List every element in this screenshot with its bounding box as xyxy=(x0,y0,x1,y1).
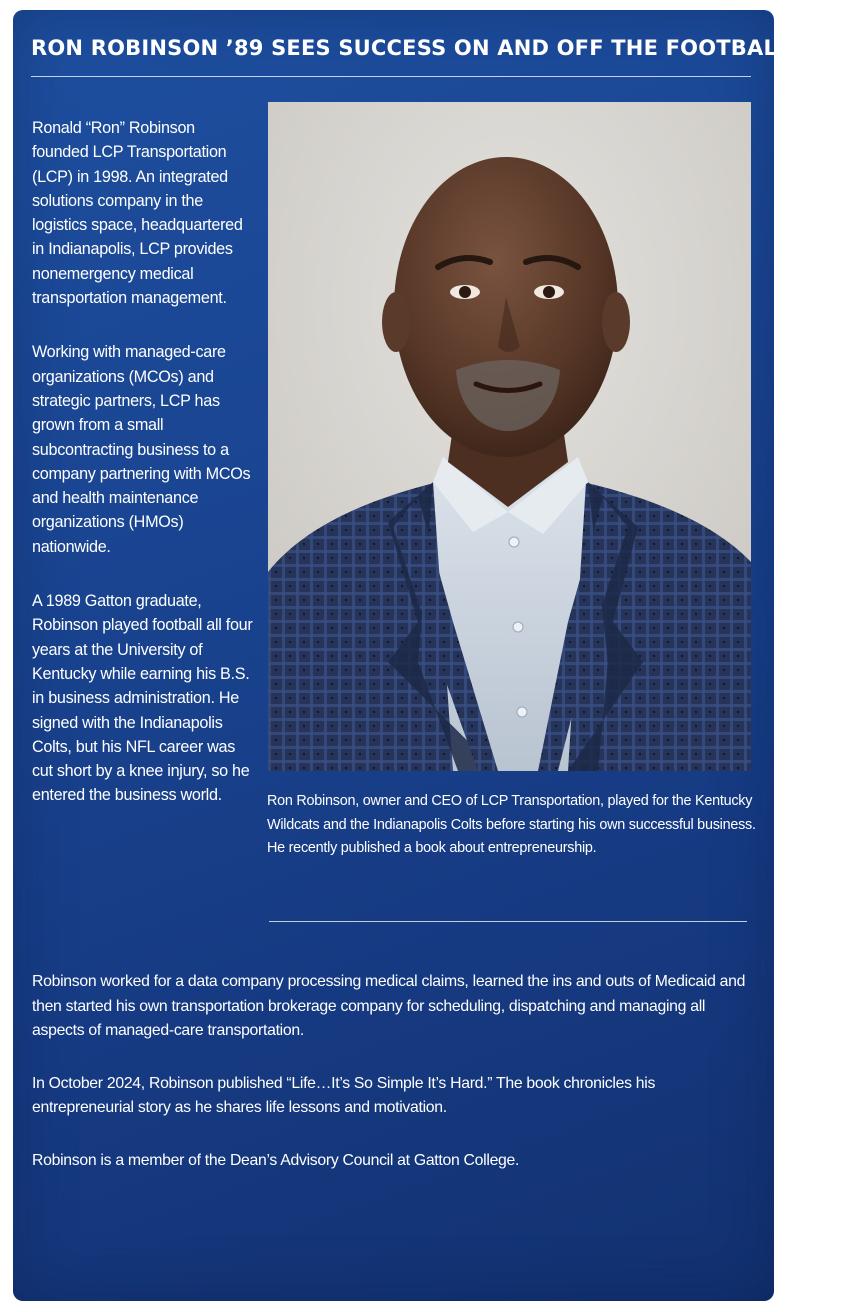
headline-divider xyxy=(31,76,751,77)
portrait-illustration xyxy=(268,102,751,771)
article-card xyxy=(13,10,866,1301)
paragraph-founding: Ronald “Ron” Robinson founded LCP Transportation (LCP) in 1998. An integrated solutions company in the logistics space, headquartered in Indianapolis, LCP provides nonemergency medical transportation management. xyxy=(32,119,243,308)
caption-divider xyxy=(269,921,747,922)
portrait-photo xyxy=(268,102,751,771)
photo-caption: Ron Robinson, owner and CEO of LCP Transportation, played for the Kentucky Wildcats and the Indianapolis Colts before starting his own successful business. He recently published a book about entrepreneurship. xyxy=(267,793,756,857)
left-column xyxy=(32,116,254,838)
paragraph-council: Robinson is a member of the Dean’s Advisory Council at Gatton College. xyxy=(32,1151,520,1169)
bottom-section xyxy=(32,970,757,1201)
paragraph-football: A 1989 Gatton graduate, Robinson played football all four years at the University of Kentucky while earning his B.S. in business administration. He signed with the Indianapolis Colts, but his NFL career was cut short by a knee injury, so he entered the business world. xyxy=(32,592,253,805)
paragraph-book: In October 2024, Robinson published “Life…It’s So Simple It’s Hard.” The book chronicles his entrepreneurial story as he shares life lessons and motivation. xyxy=(32,1074,656,1116)
paragraph-growth: Working with managed-care organizations (MCOs) and strategic partners, LCP has grown from a small subcontracting business to a company partnering with MCOs and health maintenance organizations (HMOs) nationwide. xyxy=(32,343,251,556)
headline: RON ROBINSON ’89 SEES SUCCESS ON AND OFF THE FOOTBALL FIELD xyxy=(31,36,866,60)
paragraph-career: Robinson worked for a data company processing medical claims, learned the ins and outs of Medicaid and then started his own transportation brokerage company for scheduling, dispatching and managing all aspects of managed-care transportation. xyxy=(32,973,746,1039)
